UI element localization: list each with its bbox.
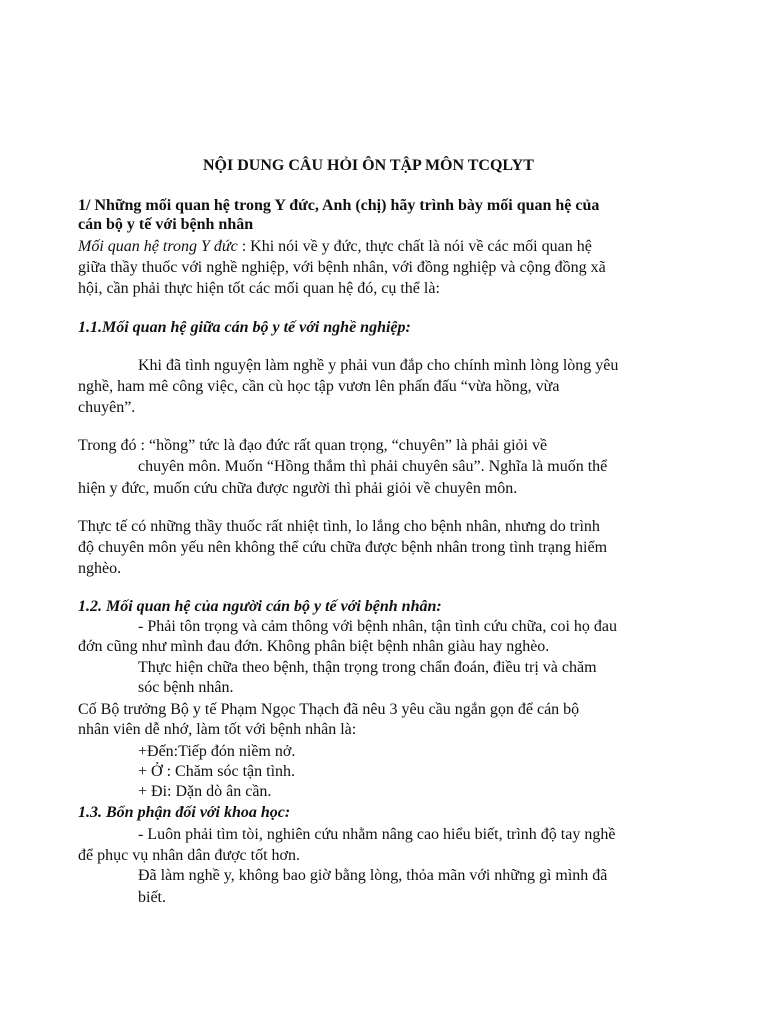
- section-1-2-line-1: - Phải tôn trọng và cảm thông với bệnh nhân, tận tình cứu chữa, coi họ đau: [138, 618, 618, 635]
- section-1-1-p2-line-2: chuyên môn. Muốn “Hồng thắm thì phải chuyên sâu”. Nghĩa là muốn thể: [138, 458, 608, 475]
- question-1-line-2: cán bộ y tế với bệnh nhân: [78, 216, 254, 233]
- section-1-2-line-7: +Đến:Tiếp đón niềm nở.: [138, 743, 296, 760]
- section-1-1-p1-line-1: Khi đã tình nguyện làm nghề y phải vun đắp cho chính mình lòng lòng yêu: [138, 357, 619, 374]
- intro-line-1: [78, 237, 592, 257]
- section-1-2-line-9: + Đi: Dặn dò ân cần.: [138, 783, 272, 800]
- intro-lead-italic: Mối quan hệ trong Y đức: [78, 238, 238, 255]
- section-1-1-p3-line-2: độ chuyên môn yếu nên không thể cứu chữa được bệnh nhân trong tình trạng hiểm: [78, 539, 608, 556]
- section-1-2-line-3: Thực hiện chữa theo bệnh, thận trọng trong chẩn đoán, điều trị và chăm: [138, 659, 597, 676]
- question-1-line-1: 1/ Những mối quan hệ trong Y đức, Anh (chị) hãy trình bày mối quan hệ của: [78, 197, 600, 214]
- section-1-1-p2-line-3: hiện y đức, muốn cứu chữa được người thì phải giỏi về chuyên môn.: [78, 480, 518, 497]
- section-1-2-line-2: đớn cũng như mình đau đớn. Không phân biệt bệnh nhân giàu hay nghèo.: [78, 638, 550, 655]
- section-1-1-p3-line-1: Thực tế có những thầy thuốc rất nhiệt tình, lo lắng cho bệnh nhân, nhưng do trình: [78, 518, 600, 535]
- section-1-1-p1-line-2: nghề, ham mê công việc, cần cù học tập vươn lên phấn đấu “vừa hồng, vừa: [78, 378, 560, 395]
- page-title: NỘI DUNG CÂU HỎI ÔN TẬP MÔN TCQLYT: [203, 157, 534, 174]
- section-1-1-p2-line-1: Trong đó : “hồng” tức là đạo đức rất quan trọng, “chuyên” là phải giỏi về: [78, 437, 548, 454]
- section-1-3-line-2: để phục vụ nhân dân được tốt hơn.: [78, 847, 300, 864]
- section-1-3-line-1: - Luôn phải tìm tòi, nghiên cứu nhằm nâng cao hiểu biết, trình độ tay nghề: [138, 826, 616, 843]
- section-1-2-line-5: Cố Bộ trưởng Bộ y tế Phạm Ngọc Thạch đã nêu 3 yêu cầu ngắn gọn để cán bộ: [78, 701, 580, 718]
- section-1-3-line-3: Đã làm nghề y, không bao giờ bằng lòng, thỏa mãn với những gì mình đã: [138, 867, 608, 884]
- section-1-2-line-6: nhân viên dễ nhớ, làm tốt với bệnh nhân là:: [78, 721, 357, 738]
- intro-lead-colon-and-text: : Khi nói về y đức, thực chất là nói về các mối quan hệ: [237, 238, 592, 255]
- section-1-2-heading: 1.2. Mối quan hệ của người cán bộ y tế với bệnh nhân:: [78, 598, 442, 615]
- section-1-1-p1-line-3: chuyên”.: [78, 399, 136, 416]
- section-1-1-p3-line-3: nghèo.: [78, 560, 122, 577]
- section-1-2-line-4: sóc bệnh nhân.: [138, 679, 234, 696]
- section-1-3-line-4: biết.: [138, 889, 166, 906]
- section-1-3-heading: 1.3. Bổn phận đối với khoa học:: [78, 804, 291, 821]
- intro-line-2: giữa thầy thuốc với nghề nghiệp, với bệnh nhân, với đồng nghiệp và cộng đồng xã: [78, 259, 606, 276]
- intro-line-3: hội, cần phải thực hiện tốt các mối quan hệ đó, cụ thể là:: [78, 280, 440, 297]
- section-1-2-line-8: + Ở : Chăm sóc tận tình.: [138, 763, 296, 780]
- section-1-1-heading: 1.1.Mối quan hệ giữa cán bộ y tế với nghề nghiệp:: [78, 319, 411, 336]
